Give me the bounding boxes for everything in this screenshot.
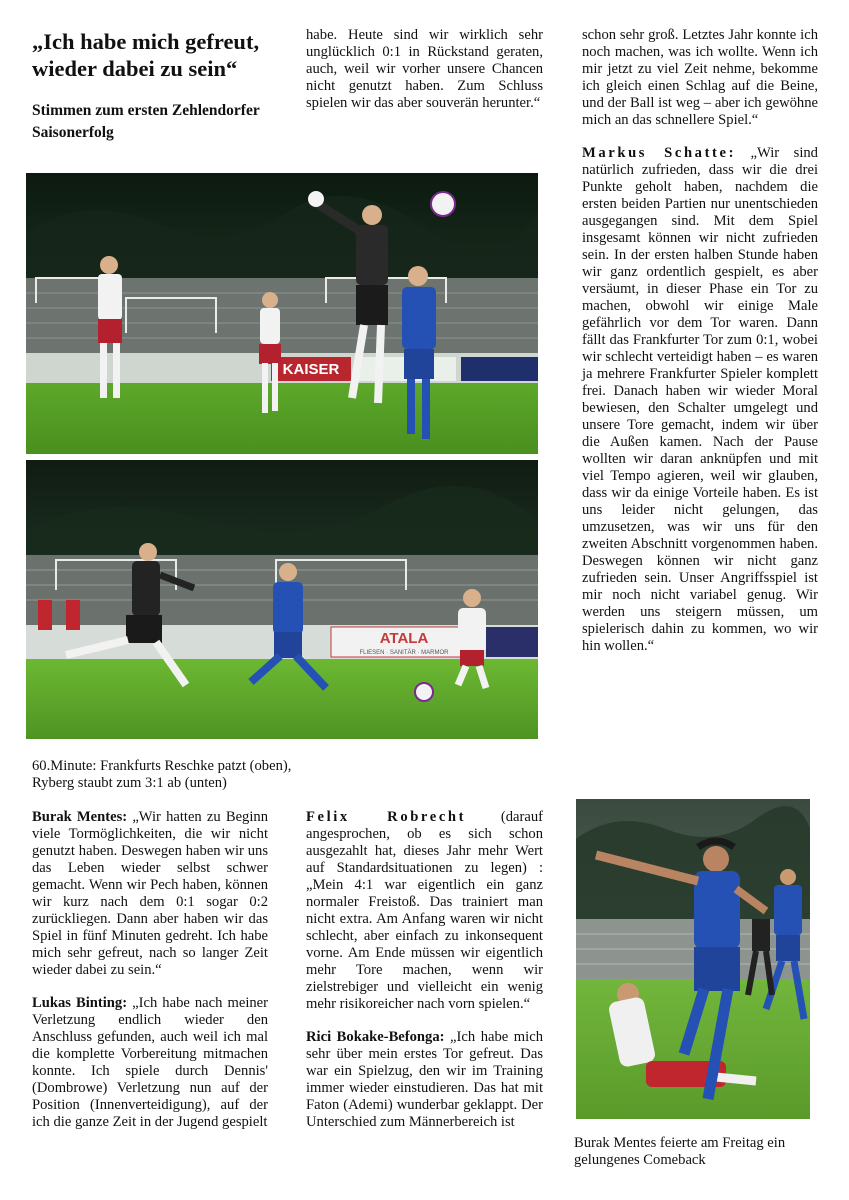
photo-burak-mentes — [576, 799, 810, 1119]
photo-caption-right: Burak Mentes feierte am Freitag ein gelungenes Comeback — [574, 1135, 786, 1168]
headline: „Ich habe mich gefreut, wieder dabei zu sein“ — [32, 29, 260, 81]
speaker-name: Felix Robrecht — [306, 809, 467, 825]
speaker-quote: „Ich habe nach meiner Verletzung endlich wieder den Anschluss gefunden, auch weil ich mal die komplette Vorbereitung mitmachen konnte. Ich spiele durch Dennis' (Dombrowe) Verletzung nun auf der Position (Innenverteidigung), auf der ich die ganze Zeit in der Jugend gespielt — [32, 995, 269, 1130]
speaker-quote: „Wir hatten zu Beginn viele Tormöglichkeiten, die wir nicht genutzt haben. Deswegen haben wir uns das Leben wieder selbst schwer gemacht. Wenn wir Pech haben, können wir kurz nach dem 0:1 sogar 0:2 zurückliegen. Dann aber haben wir das Spiel in fünf Minuten gedreht. Ich habe mich sehr gefreut, nach so langer Zeit wieder dabei zu sein.“ — [32, 809, 268, 978]
column-right — [582, 27, 818, 671]
speaker-name: Burak Mentes: — [32, 809, 128, 825]
column-bottom-middle — [306, 809, 543, 1147]
photo-caption-top: 60.Minute: Frankfurts Reschke patzt (oben), Ryberg staubt zum 3:1 ab (unten) — [32, 758, 292, 791]
speaker-quote: (darauf angesprochen, ob es sich schon ausgezahlt hat, dieses Jahr mehr Wert auf Standardsituationen zu legen) : „Mein 4:1 war eigentlich ein ganz normaler Freistoß. Das trainiert man nicht extra. Am Anfang waren wir nicht schlecht, aber einfach zu inkonsequent vorne. Am Ende müssen wir eigentlich mehr Tore machen, wenn wir zielstrebiger und vielleicht ein wenig mehr risikoreicher nach vorn spielen.“ — [306, 809, 543, 1012]
column-top-middle — [306, 27, 543, 128]
mentes-paragraph — [32, 809, 268, 979]
speaker-name: Rici Bokake-Befonga: — [306, 1029, 445, 1045]
robrecht-paragraph — [306, 809, 543, 1013]
speaker-name: Lukas Binting: — [32, 995, 128, 1011]
binting-paragraph — [32, 995, 268, 1131]
schatte-paragraph — [582, 145, 818, 655]
speaker-quote: „Wir sind natürlich zufrieden, dass wir die drei Punkte geholt haben, nachdem die ersten beiden Partien nur unentschieden ausgegangen sind. Mit dem Spiel insgesamt können wir nicht zufrieden sein. In der ersten halben Stunde haben wir ganz ordentlich gespielt, es aber versäumt, in dieser Phase ein Tor zu machen, obwohl wir einige Male gefährlich vor dem Tor waren. Dann fällt das Frankfurter Tor zum 0:1, wobei wir schlecht verteidigt haben – es waren ja mehrere Frankfurter Spieler komplett frei. Danach haben wir wieder Moral bewiesen, den Schalter umgelegt und unsere Tore gemacht, indem wir über die Außen kamen. Nach der Pause wollten wir daran anknüpfen und mit viel Tempo agieren, weil wir glauben, dass wir da einige Vorteile haben. Es ist uns leider nicht gelungen, das umzusetzen, was wir uns für den zweiten Abschnitt vorgenommen haben. Deswegen können wir nicht ganz zufrieden sein. Unser Angriffsspiel ist mir noch nicht variabel genug. Wir werden uns steigern müssen, um spielerisch dahin zu kommen, wo wir hin wollen.“ — [582, 145, 818, 654]
photo-goalkeeper-miss — [26, 173, 538, 454]
photo-ryberg-goal — [26, 460, 538, 739]
quote-continuation-right: schon sehr groß. Letztes Jahr konnte ich noch machen, was ich wollte. Wenn ich mir jetzt zu viel Zeit nehme, bekomme ich gleich einen Schlag auf die Beine, und der Ball ist weg – aber ich gewöhne mich an das schnellere Spiel.“ — [582, 27, 818, 128]
banner-subtext: FLIESEN · SANITÄR · MARMOR — [359, 650, 449, 656]
subheadline: Stimmen zum ersten Zehlendorfer Saisonerfolg — [32, 102, 260, 141]
speaker-quote: „Ich habe mich sehr über mein erstes Tor gefreut. Das war ein Spielzug, den wir im Training immer wieder einstudieren. Das hat mit Faton (Ademi) wunderbar geklappt. Der Unterschied zum Männerbereich ist — [306, 1029, 543, 1130]
column-bottom-left — [32, 809, 268, 1147]
quote-continuation: habe. Heute sind wir wirklich sehr unglücklich 0:1 in Rückstand geraten, auch, weil wir vorher unsere Chancen nicht genutzt haben. Zum Schluss spielen wir das aber souverän herunter.“ — [306, 27, 543, 111]
banner-text: ATALA — [379, 630, 429, 647]
banner-text: KAISER — [282, 361, 340, 378]
bokake-paragraph — [306, 1029, 543, 1131]
speaker-name: Markus Schatte: — [582, 145, 737, 161]
